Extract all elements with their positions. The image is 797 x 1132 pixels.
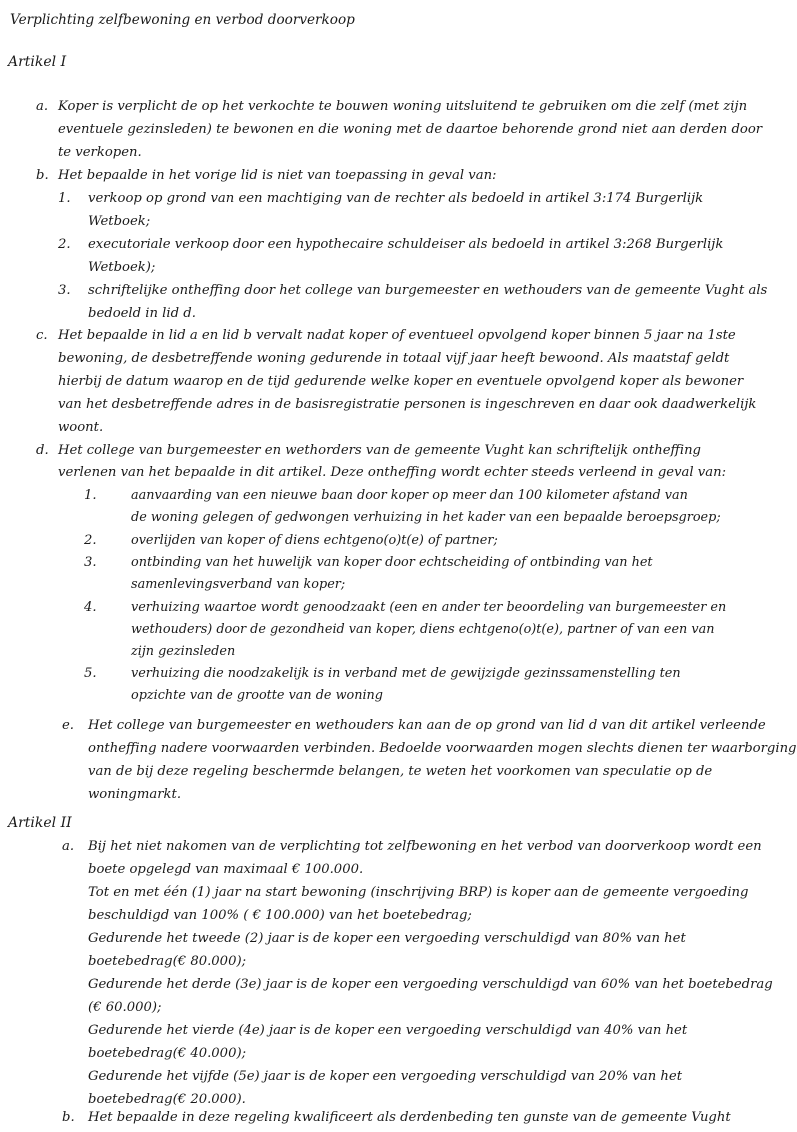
item-text-line: Wetboek); (88, 260, 156, 275)
clause-text-line: van de bij deze regeling beschermde belangen, te weten het voorkomen van speculatie op de (88, 764, 713, 779)
item-text-line: Wetboek; (88, 214, 151, 229)
item-text-line: overlijden van koper of diens echtgeno(o)t(e) of partner; (131, 533, 498, 548)
artikel-1-heading: Artikel I (8, 54, 67, 70)
document-title: Verplichting zelfbewoning en verbod doorverkoop (10, 12, 355, 28)
clause-text-line: Het bepaalde in het vorige lid is niet van toepassing in geval van: (58, 168, 497, 183)
clause-text-line: beschuldigd van 100% ( € 100.000) van het boetebedrag; (88, 908, 472, 923)
item-text-line: de woning gelegen of gedwongen verhuizing in het kader van een bepaalde beroepsgroep; (131, 510, 721, 525)
item-number: 3. (84, 555, 97, 570)
clause-label: a. (62, 839, 75, 854)
clause-text-line: boetebedrag(€ 40.000); (88, 1046, 247, 1061)
item-number: 4. (84, 600, 97, 615)
clause-text-line: Gedurende het vierde (4e) jaar is de koper een vergoeding verschuldigd van 40% van het (88, 1023, 688, 1038)
clause-text-line: Het college van burgemeester en wethouders kan aan de op grond van lid d van dit artikel verleende (88, 718, 766, 733)
clause-text-line: boete opgelegd van maximaal € 100.000. (88, 862, 364, 877)
item-text-line: verhuizing die noodzakelijk is in verband met de gewijzigde gezinssamenstelling ten (131, 666, 681, 681)
artikel-2-heading: Artikel II (8, 815, 72, 831)
item-number: 2. (58, 237, 71, 252)
clause-label: c. (36, 328, 48, 343)
item-number: 2. (84, 533, 97, 548)
item-text-line: wethouders) door de gezondheid van koper, diens echtgeno(o)t(e), partner of van een van (131, 622, 715, 637)
clause-text-line: Het bepaalde in deze regeling kwalificeert als derdenbeding ten gunste van de gemeente Vught (88, 1110, 731, 1125)
clause-text-line: Bij het niet nakomen van de verplichting tot zelfbewoning en het verbod van doorverkoop wordt een (88, 839, 762, 854)
item-text-line: ontbinding van het huwelijk van koper door echtscheiding of ontbinding van het (131, 555, 653, 570)
item-text-line: zijn gezinsleden (131, 644, 236, 659)
clause-text-line: Het bepaalde in lid a en lid b vervalt nadat koper of eventueel opvolgend koper binnen 5 jaar na 1ste (58, 328, 736, 343)
item-text-line: verkoop op grond van een machtiging van de rechter als bedoeld in artikel 3:174 Burgerlijk (88, 191, 704, 206)
clause-text-line: Gedurende het tweede (2) jaar is de koper een vergoeding verschuldigd van 80% van het (88, 931, 686, 946)
clause-text-line: eventuele gezinsleden) te bewonen en die woning met de daartoe behorende grond niet aan derden door (58, 122, 763, 137)
item-number: 1. (58, 191, 71, 206)
clause-text-line: (€ 60.000); (88, 1000, 162, 1015)
clause-label: e. (62, 718, 74, 733)
item-text-line: samenlevingsverband van koper; (131, 577, 346, 592)
clause-text-line: woont. (58, 420, 104, 435)
item-text-line: aanvaarding van een nieuwe baan door koper op meer dan 100 kilometer afstand van (131, 488, 688, 503)
clause-text-line: Koper is verplicht de op het verkochte te bouwen woning uitsluitend te gebruiken om die zelf (met zijn (58, 99, 748, 114)
clause-text-line: verlenen van het bepaalde in dit artikel. Deze ontheffing wordt echter steeds verleend in geval van: (58, 465, 727, 480)
clause-label: d. (36, 443, 49, 458)
item-text-line: executoriale verkoop door een hypothecaire schuldeiser als bedoeld in artikel 3:268 Burgerlijk (88, 237, 724, 252)
clause-text-line: bewoning, de desbetreffende woning gedurende in totaal vijf jaar heeft bewoond. Als maatstaf geldt (58, 351, 730, 366)
item-text-line: opzichte van de grootte van de woning (131, 688, 383, 703)
clause-text-line: hierbij de datum waarop en de tijd gedurende welke koper en eventuele opvolgend koper als bewoner (58, 374, 744, 389)
clause-label: b. (62, 1110, 75, 1125)
clause-text-line: Gedurende het derde (3e) jaar is de koper een vergoeding verschuldigd van 60% van het boetebedrag (88, 977, 773, 992)
item-number: 3. (58, 283, 71, 298)
item-text-line: bedoeld in lid d. (88, 306, 196, 321)
item-number: 5. (84, 666, 97, 681)
clause-label: b. (36, 168, 49, 183)
clause-text-line: Gedurende het vijfde (5e) jaar is de koper een vergoeding verschuldigd van 20% van het (88, 1069, 683, 1084)
clause-text-line: woningmarkt. (88, 787, 182, 802)
clause-text-line: boetebedrag(€ 80.000); (88, 954, 247, 969)
clause-text-line: Tot en met één (1) jaar na start bewoning (inschrijving BRP) is koper aan de gemeente vergoeding (88, 885, 749, 900)
clause-text-line: ontheffing nadere voorwaarden verbinden. Bedoelde voorwaarden mogen slechts dienen ter waarborging (88, 741, 797, 756)
clause-label: a. (36, 99, 49, 114)
item-text-line: verhuizing waartoe wordt genoodzaakt (een en ander ter beoordeling van burgemeester en (131, 600, 727, 615)
item-number: 1. (84, 488, 97, 503)
clause-text-line: van het desbetreffende adres in de basisregistratie personen is ingeschreven en daar ook daadwerkelijk (58, 397, 757, 412)
clause-text-line: te verkopen. (58, 145, 142, 160)
clause-text-line: boetebedrag(€ 20.000). (88, 1092, 246, 1107)
item-text-line: schriftelijke ontheffing door het college van burgemeester en wethouders van de gemeente Vught als (88, 283, 768, 298)
clause-text-line: Het college van burgemeester en wethorders van de gemeente Vught kan schriftelijk ontheffing (58, 443, 701, 458)
